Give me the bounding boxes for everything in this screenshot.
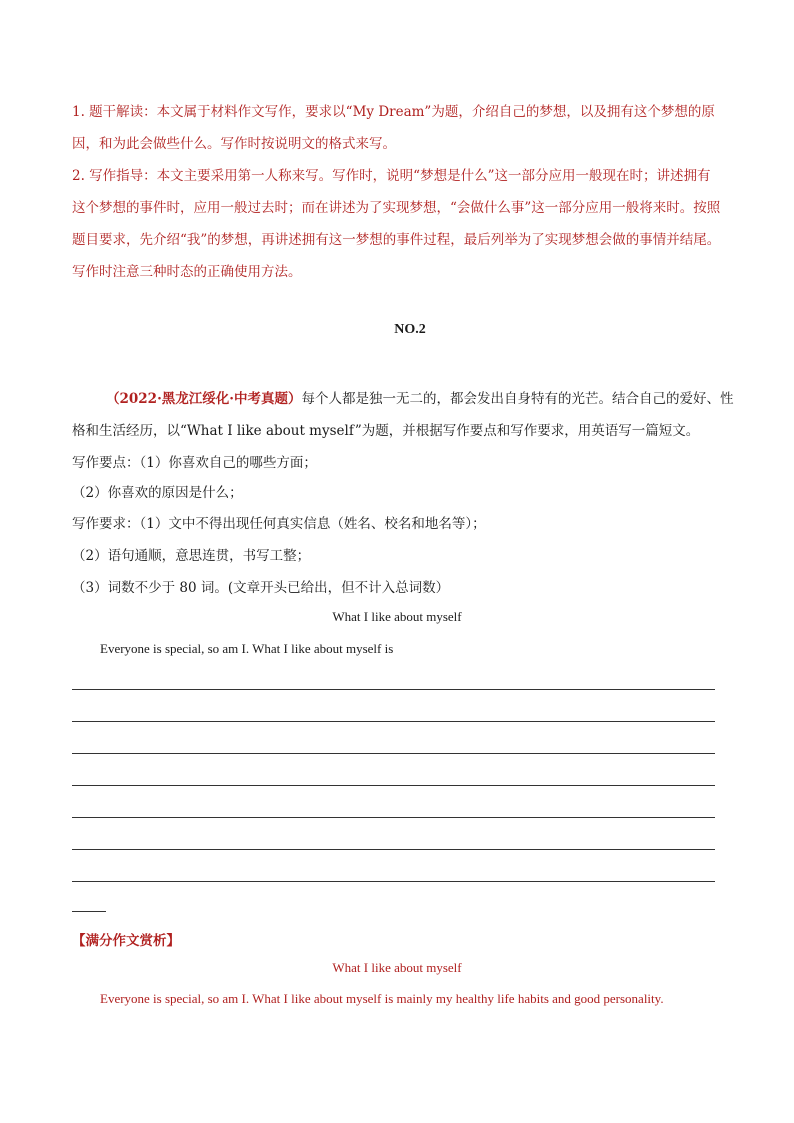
answer-line — [72, 817, 715, 818]
answer-line — [72, 849, 715, 850]
prompt-intro — [72, 383, 742, 447]
essay-title: What I like about myself — [332, 609, 462, 624]
analysis-note-1: 1. 题干解读：本文属于材料作文写作，要求以“My Dream”为题，介绍自己的梦想，以及拥有这个梦想的原因，和为此会做些什么。写作时按说明文的格式来写。 — [72, 104, 715, 152]
section-heading: NO.2 — [394, 322, 426, 337]
model-essay-first-line: Everyone is special, so am I. What I like about myself is mainly my healthy life habits and good personality. — [100, 991, 664, 1006]
writing-points-2: （2）你喜欢的原因是什么； — [72, 485, 243, 501]
writing-points-1: 写作要点：（1）你喜欢自己的哪些方面； — [72, 455, 317, 471]
answer-line — [72, 721, 715, 722]
model-essay-title: What I like about myself — [332, 960, 462, 975]
question-source: （2022·黑龙江绥化·中考真题） — [106, 391, 302, 407]
writing-requirement-3: （3）词数不少于 80 词。(文章开头已给出，但不计入总词数） — [72, 580, 450, 596]
model-essay-badge: 【满分作文赏析】 — [72, 933, 180, 949]
answer-line — [72, 753, 715, 754]
answer-line — [72, 881, 715, 882]
writing-requirement-2: （2）语句通顺，意思连贯，书写工整； — [72, 548, 311, 564]
writing-requirement-1: 写作要求：（1）文中不得出现任何真实信息（姓名、校名和地名等）； — [72, 516, 486, 532]
answer-line — [72, 785, 715, 786]
analysis-note-2: 2. 写作指导：本文主要采用第一人称来写。写作时，说明“梦想是什么”这一部分应用一般现在时；讲述拥有这个梦想的事件时，应用一般过去时；而在讲述为了实现梦想，“会做什么事”这一部分应用一般将来时。按照题目要求，先介绍“我”的梦想，再讲述拥有这一梦想的事件过程，最后列举为了实现梦想会做的事情并结尾。写作时注意三种时态的正确使用方法。 — [72, 168, 721, 280]
answer-line-short — [72, 911, 106, 912]
prompt-text: 每个人都是独一无二的，都会发出自身特有的光芒。结合自己的爱好、性格和生活经历，以“What I like about myself”为题，并根据写作要点和写作要求，用英语写一篇短文。 — [72, 391, 734, 439]
essay-opening: Everyone is special, so am I. What I like about myself is — [100, 641, 394, 656]
answer-line — [72, 689, 715, 690]
